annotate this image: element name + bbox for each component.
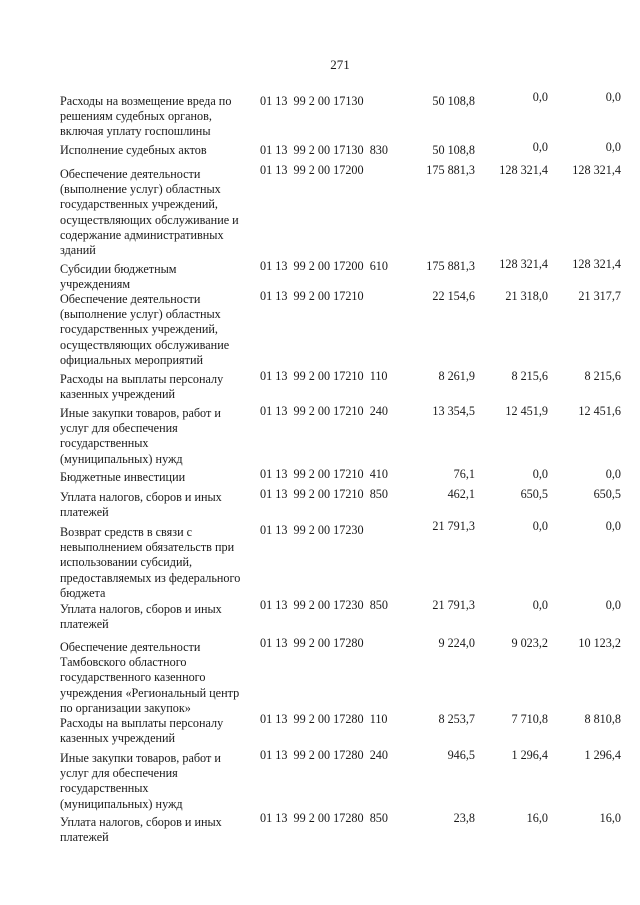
row-code: 01 13 99 2 00 17280: [260, 636, 364, 650]
row-value-3: 8 810,8: [584, 712, 621, 726]
row-code: 01 13 99 2 00 17230: [260, 523, 364, 537]
row-value-2: 0,0: [532, 467, 548, 481]
row-value-1: 50 108,8: [432, 94, 475, 108]
row-value-2: 12 451,9: [505, 404, 548, 418]
row-value-1: 8 253,7: [438, 712, 475, 726]
row-value-2: 21 318,0: [505, 289, 548, 303]
row-value-3: 128 321,4: [572, 163, 621, 177]
row-name: Расходы на выплаты персоналу казенных учреждений: [60, 716, 224, 746]
row-name: Уплата налогов, сборов и иных платежей: [60, 490, 222, 520]
row-value-2: 1 296,4: [511, 748, 548, 762]
row-value-1: 13 354,5: [432, 404, 475, 418]
row-value-2: 16,0: [526, 811, 548, 825]
row-name: Расходы на возмещение вреда по решениям судебных органов, включая уплату госпошлины: [60, 94, 232, 139]
row-code: 01 13 99 2 00 17200: [260, 163, 364, 177]
row-code: 01 13 99 2 00 17210: [260, 289, 364, 303]
row-value-3: 0,0: [605, 519, 621, 533]
row-value-1: 76,1: [453, 467, 475, 481]
row-value-3: 128 321,4: [572, 257, 621, 271]
row-value-2: 128 321,4: [499, 257, 548, 271]
row-code: 01 13 99 2 00 17130: [260, 94, 364, 108]
row-value-2: 9 023,2: [511, 636, 548, 650]
row-name: Обеспечение деятельности (выполнение услуг) областных государственных учреждений, осуществляющих обслуживание официальных мероприятий: [60, 292, 230, 367]
row-value-2: 7 710,8: [511, 712, 548, 726]
row-value-3: 1 296,4: [584, 748, 621, 762]
row-code: 01 13 99 2 00 17210 410: [260, 467, 388, 481]
row-name: Исполнение судебных актов: [60, 143, 207, 157]
row-value-3: 16,0: [599, 811, 621, 825]
row-value-2: 650,5: [520, 487, 548, 501]
row-value-2: 0,0: [532, 519, 548, 533]
row-value-3: 12 451,6: [578, 404, 621, 418]
row-value-2: 8 215,6: [511, 369, 548, 383]
row-code: 01 13 99 2 00 17210 240: [260, 404, 388, 418]
row-name: Обеспечение деятельности Тамбовского областного государственного казенного учреждения «Региональный центр по организации закупок»: [60, 640, 240, 715]
row-value-1: 23,8: [453, 811, 475, 825]
row-name: Субсидии бюджетным учреждениям: [60, 262, 177, 292]
row-code: 01 13 99 2 00 17280 110: [260, 712, 388, 726]
row-name: Расходы на выплаты персоналу казенных учреждений: [60, 372, 224, 402]
row-value-3: 21 317,7: [578, 289, 621, 303]
row-code: 01 13 99 2 00 17230 850: [260, 598, 388, 612]
row-value-3: 10 123,2: [578, 636, 621, 650]
row-name: Уплата налогов, сборов и иных платежей: [60, 602, 222, 632]
row-value-3: 0,0: [605, 598, 621, 612]
row-code: 01 13 99 2 00 17130 830: [260, 143, 388, 157]
row-name: Обеспечение деятельности (выполнение услуг) областных государственных учреждений, осуществляющих обслуживание и содержание административных зданий: [60, 167, 239, 258]
row-name: Бюджетные инвестиции: [60, 470, 186, 484]
row-value-1: 175 881,3: [426, 163, 475, 177]
row-value-1: 9 224,0: [438, 636, 475, 650]
row-value-1: 946,5: [447, 748, 475, 762]
row-value-1: 21 791,3: [432, 598, 475, 612]
row-value-3: 0,0: [605, 90, 621, 104]
row-value-1: 175 881,3: [426, 259, 475, 273]
row-code: 01 13 99 2 00 17280 240: [260, 748, 388, 762]
row-name: Иные закупки товаров, работ и услуг для обеспечения государственных (муниципальных) нужд: [60, 751, 221, 811]
row-name: Возврат средств в связи с невыполнением обязательств при использовании субсидий, предоставляемых из федерального бюджета: [60, 525, 241, 600]
row-code: 01 13 99 2 00 17200 610: [260, 259, 388, 273]
row-value-1: 462,1: [447, 487, 475, 501]
row-value-2: 0,0: [532, 90, 548, 104]
row-code: 01 13 99 2 00 17280 850: [260, 811, 388, 825]
row-value-1: 21 791,3: [432, 519, 475, 533]
row-value-1: 50 108,8: [432, 143, 475, 157]
row-value-1: 8 261,9: [438, 369, 475, 383]
row-name: Иные закупки товаров, работ и услуг для обеспечения государственных (муниципальных) нужд: [60, 406, 221, 466]
row-value-3: 0,0: [605, 467, 621, 481]
row-value-3: 0,0: [605, 140, 621, 154]
row-code: 01 13 99 2 00 17210 850: [260, 487, 388, 501]
row-value-1: 22 154,6: [432, 289, 475, 303]
row-code: 01 13 99 2 00 17210 110: [260, 369, 388, 383]
page-number: 271: [330, 57, 350, 72]
row-value-2: 0,0: [532, 598, 548, 612]
row-value-2: 128 321,4: [499, 163, 548, 177]
row-name: Уплата налогов, сборов и иных платежей: [60, 815, 222, 845]
row-value-3: 650,5: [593, 487, 621, 501]
row-value-2: 0,0: [532, 140, 548, 154]
row-value-3: 8 215,6: [584, 369, 621, 383]
